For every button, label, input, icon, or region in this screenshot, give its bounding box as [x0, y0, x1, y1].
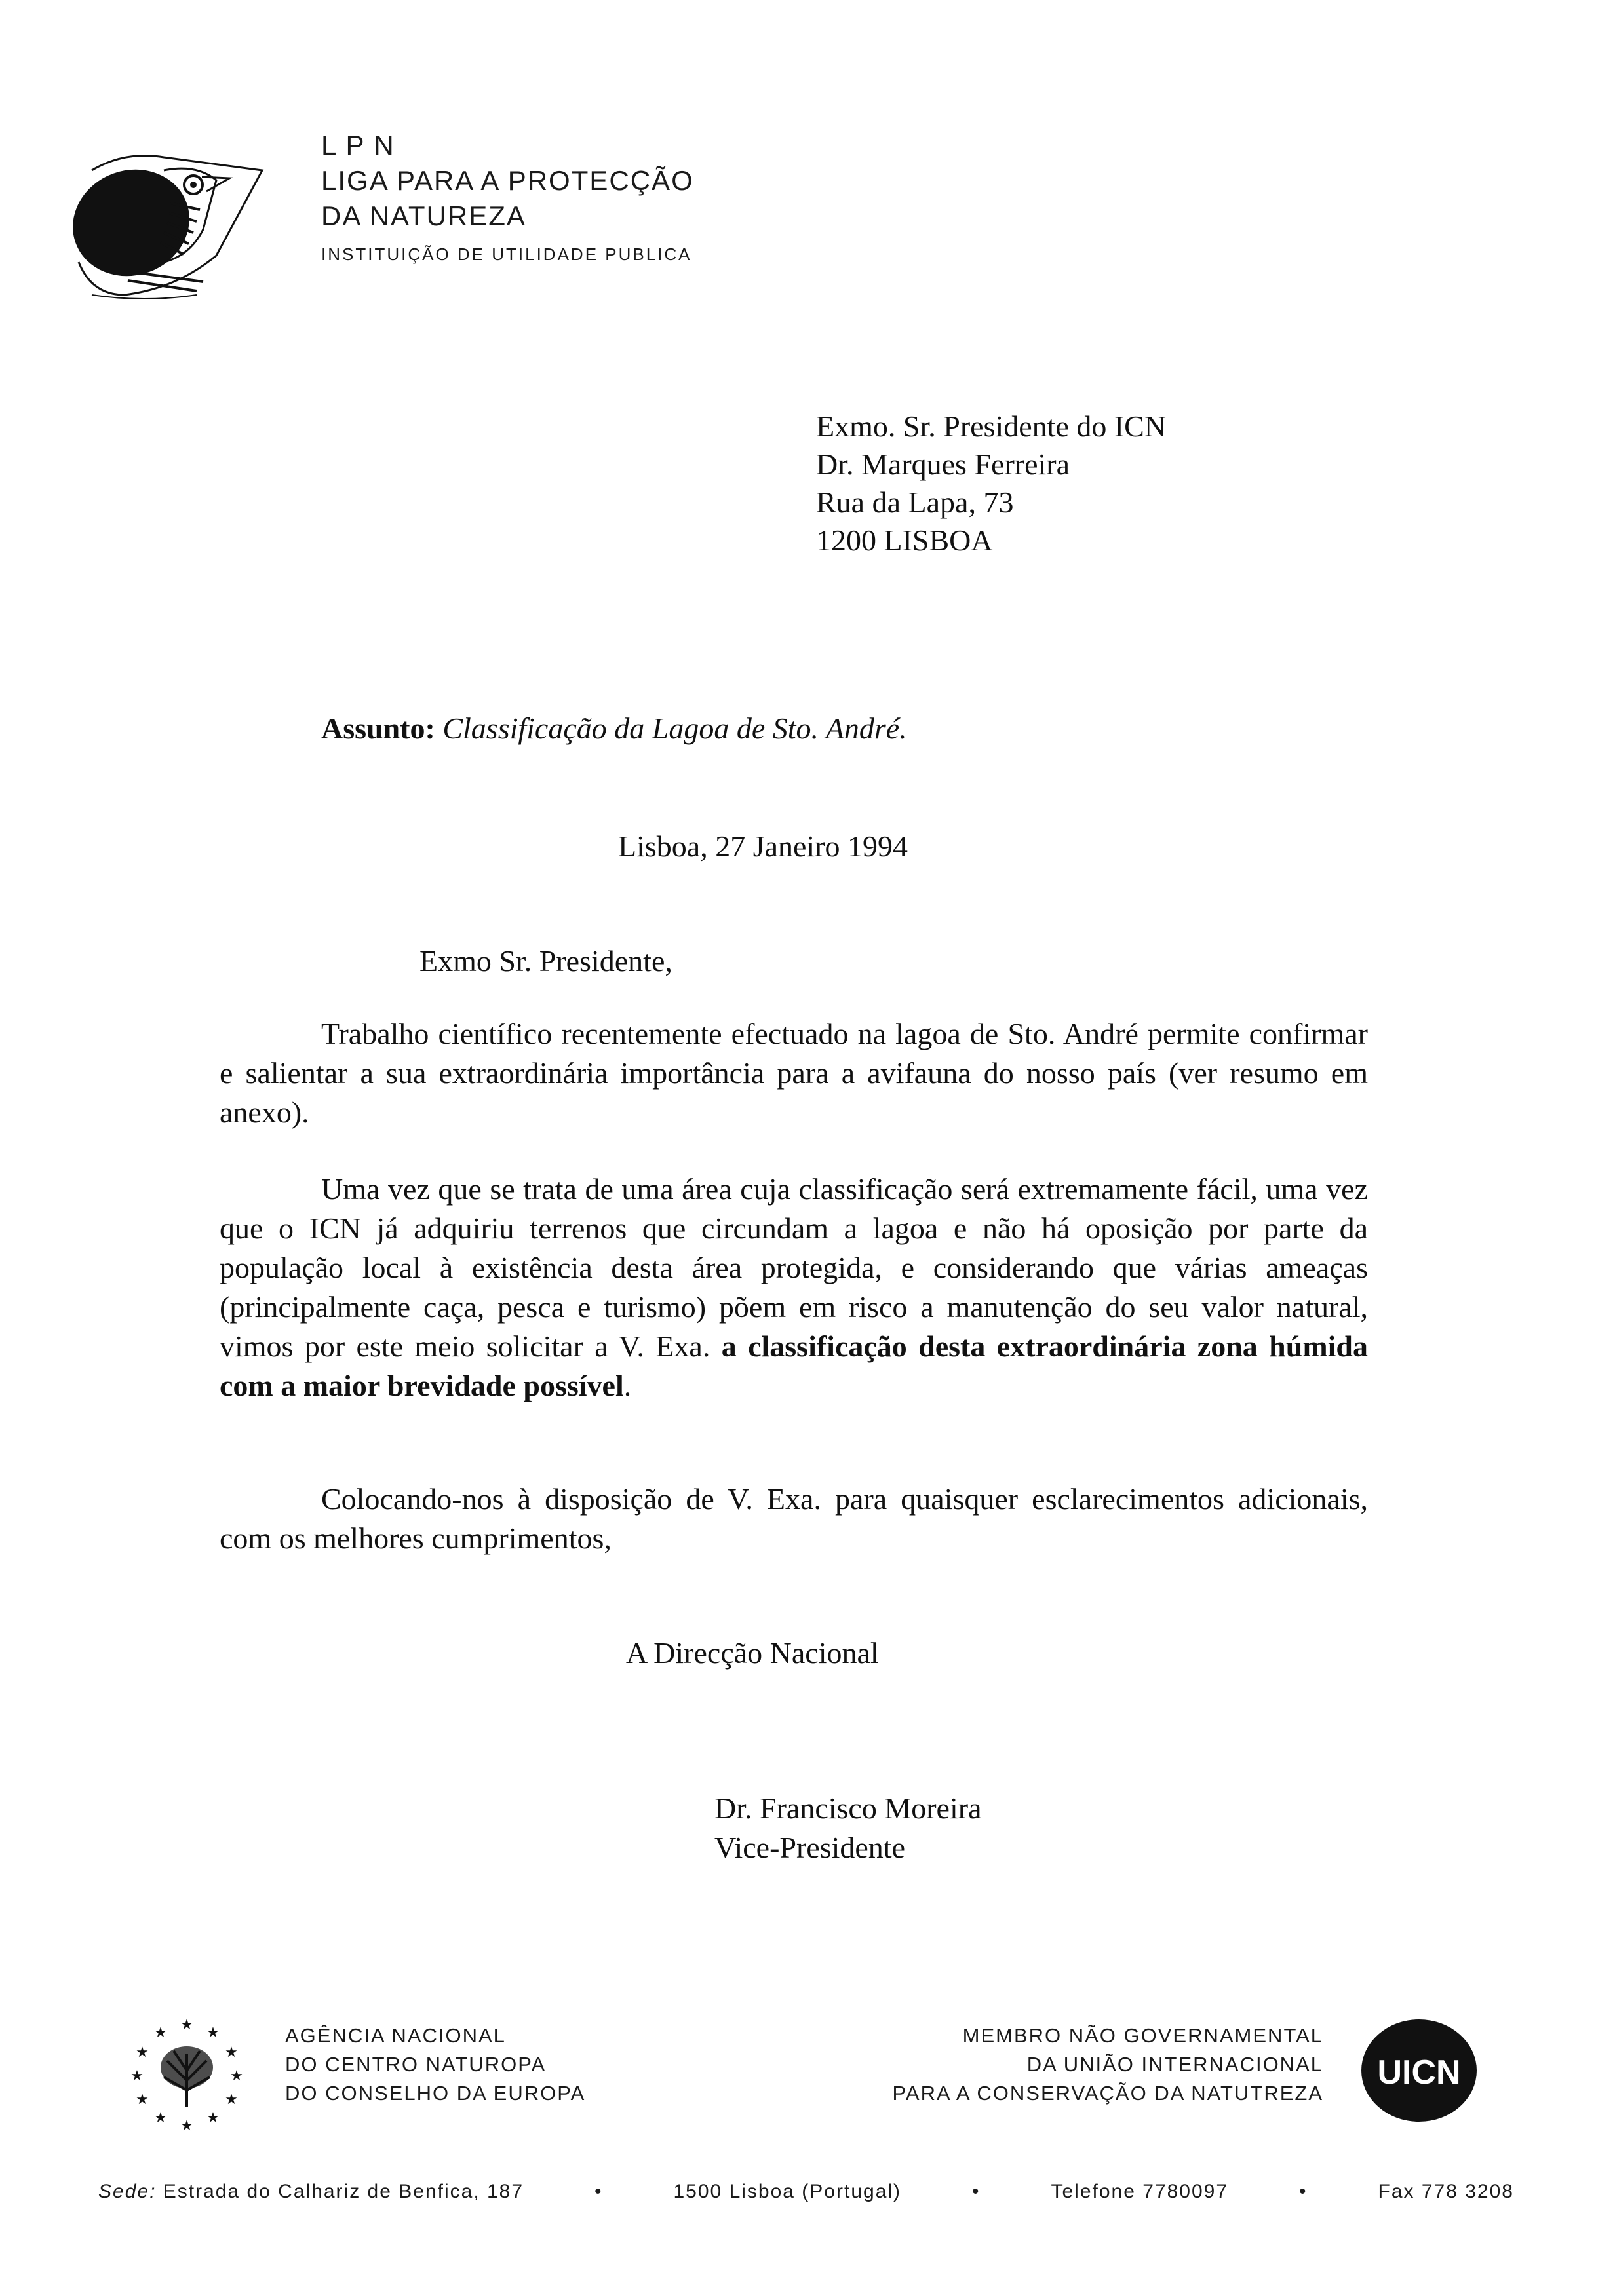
iucn-membership-text	[893, 2021, 1323, 2108]
body-paragraph-2	[220, 1170, 1368, 1406]
footer-address	[98, 2181, 524, 2203]
footer-separator-2: •	[972, 2181, 981, 2202]
uicn-logo-text: UICN	[1377, 2054, 1461, 2092]
signatory-block	[714, 1789, 982, 1867]
uicn-logo-icon	[1357, 2015, 1481, 2126]
recipient-line1: Exmo. Sr. Presidente do ICN	[816, 410, 1167, 443]
letter-date: Lisboa, 27 Janeiro 1994	[618, 830, 908, 863]
svg-text:★: ★	[180, 2118, 193, 2133]
org-institution: INSTITUIÇÃO DE UTILIDADE PUBLICA	[321, 244, 692, 264]
naturopa-line3: DO CONSELHO DA EUROPA	[285, 2082, 586, 2105]
iucn-line1: MEMBRO NÃO GOVERNAMENTAL	[962, 2024, 1323, 2047]
naturopa-text	[285, 2021, 585, 2108]
footer-address-line	[98, 2181, 1514, 2203]
footer-address-label: Sede:	[98, 2181, 157, 2202]
org-name-line2: DA NATUREZA	[321, 201, 526, 231]
footer-separator-1: •	[594, 2181, 603, 2202]
body-paragraph-1: Trabalho científico recentemente efectuado na lagoa de Sto. André permite confirmar e salientar a sua extraordinária importância para a avifauna do nosso país (ver resumo em anexo).	[220, 1017, 1368, 1129]
naturopa-line2: DO CENTRO NATUROPA	[285, 2053, 547, 2076]
org-name-line1: LIGA PARA A PROTECÇÃO	[321, 165, 694, 196]
svg-text:★: ★	[130, 2068, 144, 2084]
signatory-title: Vice-Presidente	[714, 1831, 906, 1864]
subject-label: Assunto:	[321, 712, 435, 745]
letterhead-block	[321, 128, 694, 272]
org-acronym: L P N	[321, 130, 395, 161]
svg-text:★: ★	[136, 2092, 149, 2108]
footer-phone: Telefone 7780097	[1051, 2181, 1229, 2202]
signatory-name: Dr. Francisco Moreira	[714, 1791, 982, 1825]
recipient-line4: 1200 LISBOA	[816, 524, 993, 557]
footer-fax: Fax 778 3208	[1378, 2181, 1514, 2202]
footer-street: Estrada do Calhariz de Benfica, 187	[163, 2181, 524, 2202]
svg-text:★: ★	[225, 2092, 238, 2108]
svg-text:★: ★	[154, 2025, 167, 2041]
naturopa-emblem-icon	[128, 2015, 246, 2133]
footer-city: 1500 Lisboa (Portugal)	[673, 2181, 902, 2202]
recipient-address	[816, 408, 1166, 560]
body-paragraph-3: Colocando-nos à disposição de V. Exa. para quaisquer esclarecimentos adicionais, com os melhores cumprimentos,	[220, 1482, 1368, 1555]
recipient-line3: Rua da Lapa, 73	[816, 486, 1014, 519]
svg-text:★: ★	[154, 2110, 167, 2126]
paragraph-2-end: .	[623, 1369, 632, 1402]
iucn-line2: DA UNIÃO INTERNACIONAL	[1026, 2053, 1323, 2076]
svg-text:★: ★	[230, 2068, 243, 2084]
subject-line	[321, 711, 907, 746]
recipient-line2: Dr. Marques Ferreira	[816, 448, 1070, 481]
svg-text:★: ★	[206, 2110, 220, 2126]
svg-text:★: ★	[225, 2044, 238, 2061]
subject-text: Classificação da Lagoa de Sto. André.	[442, 712, 907, 745]
svg-text:★: ★	[136, 2044, 149, 2061]
paragraph-2-text: Uma vez que se trata de uma área cuja classificação será extremamente fácil, uma vez que o ICN já adquiriu terrenos que circundam a lagoa e não há oposição por parte da população local à existência desta área protegida, e considerando que várias ameaças (principalmente caça, pesca e turismo) põem em risco a manutenção do seu valor natural, vimos por este meio solicitar a V. Exa.	[220, 1172, 1368, 1363]
salutation: Exmo Sr. Presidente,	[419, 944, 672, 978]
svg-text:★: ★	[180, 2017, 193, 2033]
lpn-bird-logo-icon	[66, 131, 275, 308]
svg-text:★: ★	[206, 2025, 220, 2041]
iucn-line3: PARA A CONSERVAÇÃO DA NATUTREZA	[892, 2082, 1323, 2105]
naturopa-line1: AGÊNCIA NACIONAL	[285, 2024, 506, 2047]
paragraph-2-emphasis: a classificação desta extraordinária zona húmida com a maior brevidade possível	[220, 1330, 1369, 1402]
footer-separator-3: •	[1299, 2181, 1308, 2202]
closing-department: A Direcção Nacional	[626, 1636, 879, 1670]
